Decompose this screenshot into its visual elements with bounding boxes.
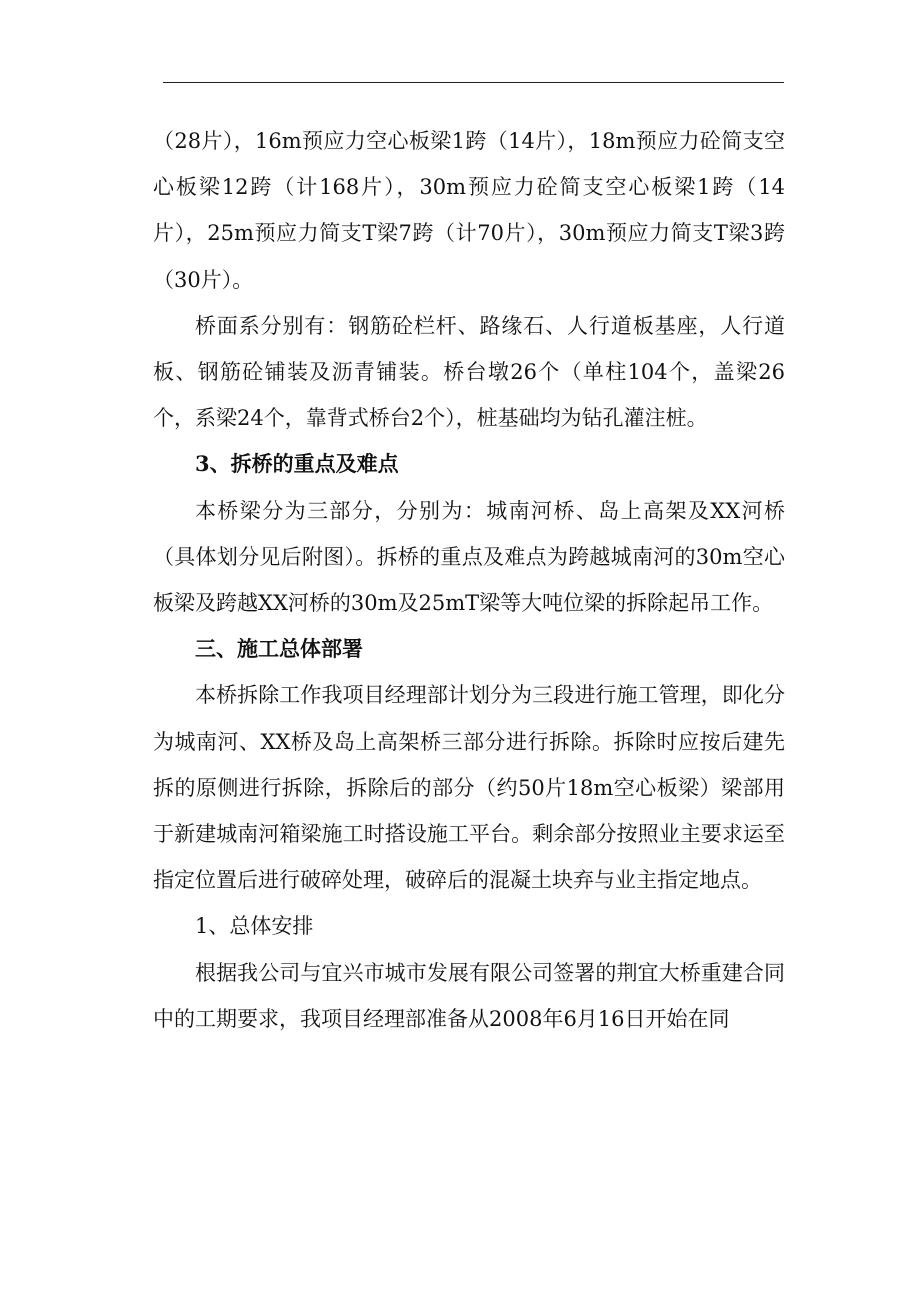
document-body — [153, 118, 785, 1042]
heading-overall-deployment: 三、施工总体部署 — [195, 636, 363, 662]
paragraph-deck-system: 桥面系分别有：钢筋砼栏杆、路缘石、人行道板基座，人行道板、钢筋砼铺装及沥青铺装。桥台墩26个（单柱104个，盖梁26个，系梁24个，靠背式桥台2个），桩基础均为钻孔灌注桩。 — [153, 313, 785, 431]
heading-key-difficulties: 3、拆桥的重点及难点 — [195, 451, 399, 477]
paragraph-schedule: 根据我公司与宜兴市城市发展有限公司签署的荆宜大桥重建合同中的工期要求，我项目经理部准备从2008年6月16日开始在同 — [153, 960, 785, 1031]
paragraph-bridge-spans: （28片），16m预应力空心板梁1跨（14片），18m预应力砼简支空心板梁12跨（计168片），30m预应力砼简支空心板梁1跨（14片），25m预应力简支T梁7跨（计70片），30m预应力简支T梁3跨（30片）。 — [153, 129, 785, 292]
paragraph-demolition-plan: 本桥拆除工作我项目经理部计划分为三段进行施工管理，即化分为城南河、XX桥及岛上高架桥三部分进行拆除。拆除时应按后建先拆的原侧进行拆除，拆除后的部分（约50片18m空心板梁）梁部用于新建城南河箱梁施工时搭设施工平台。剩余部分按照业主要求运至指定位置后进行破碎处理，破碎后的混凝土块弃与业主指定地点。 — [153, 683, 785, 893]
heading-general-arrangement: 1、总体安排 — [195, 914, 314, 939]
header-rule — [163, 82, 784, 83]
paragraph-bridge-sections: 本桥梁分为三部分，分别为：城南河桥、岛上高架及XX河桥（具体划分见后附图）。拆桥的重点及难点为跨越城南河的30m空心板梁及跨越XX河桥的30m及25mT梁等大吨位梁的拆除起吊工作。 — [153, 498, 785, 616]
